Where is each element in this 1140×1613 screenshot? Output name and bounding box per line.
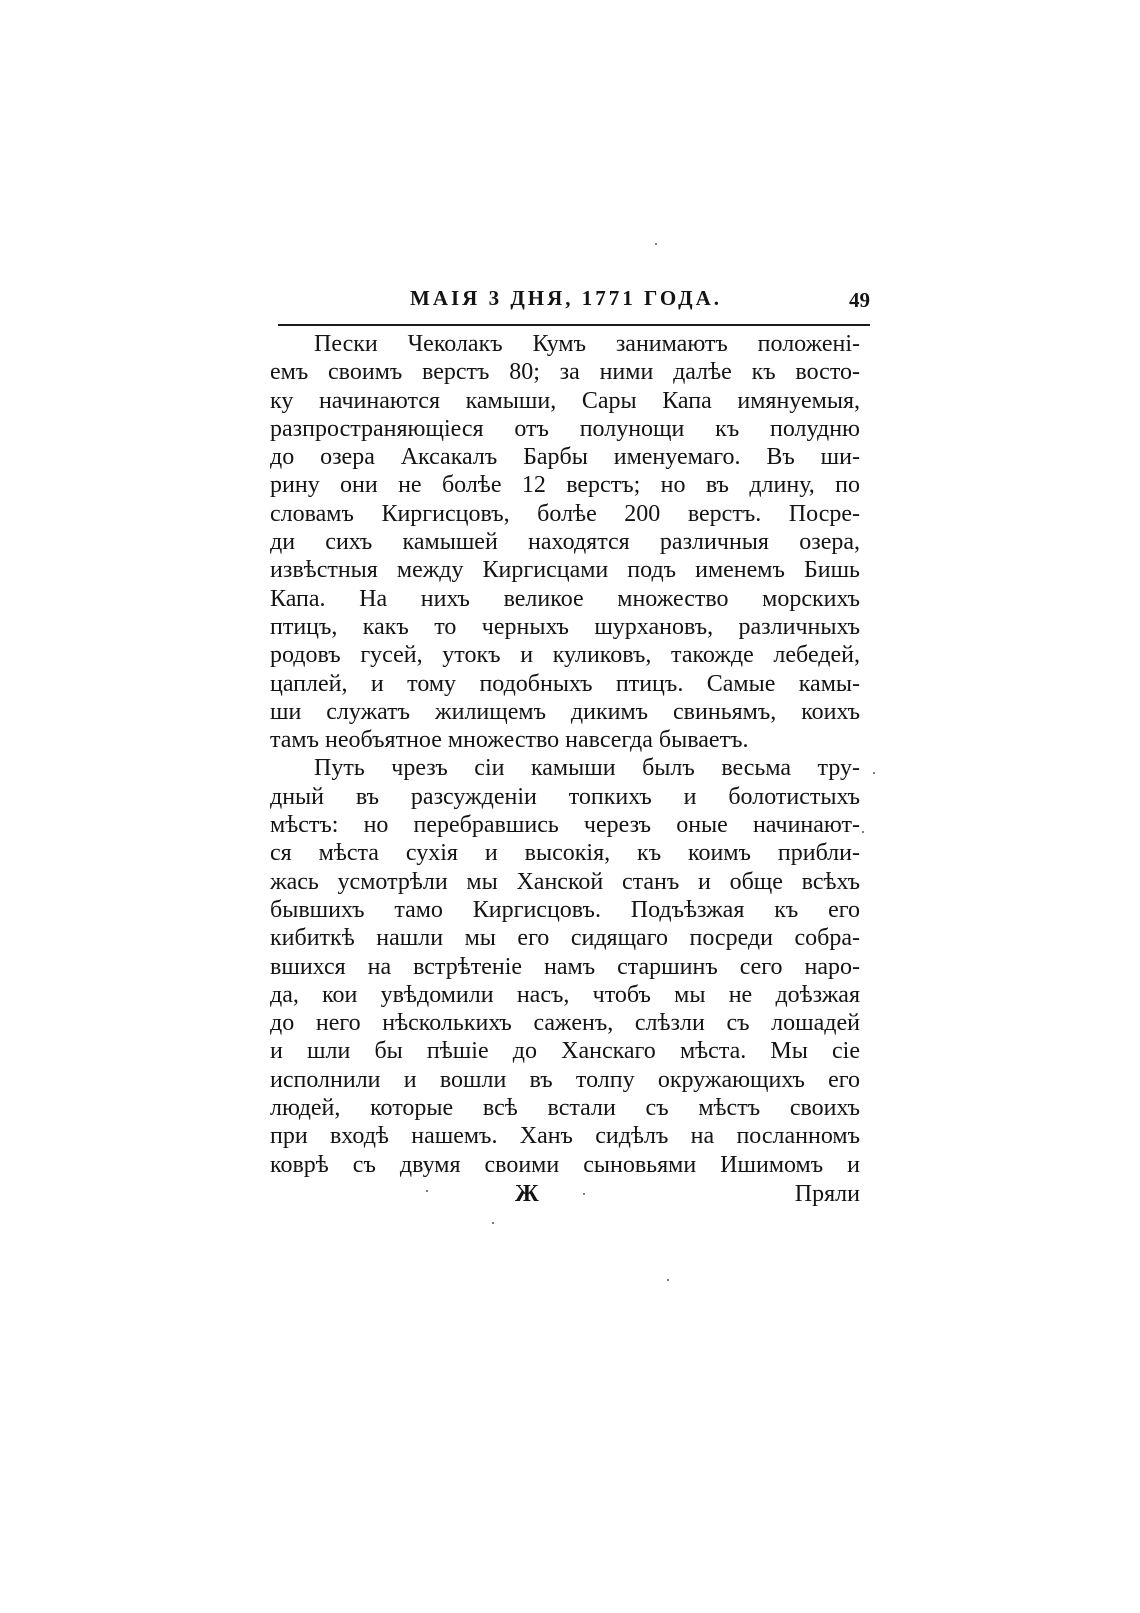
text-line: кибиткѣ нашли мы его сидящаго посреди собра-	[270, 925, 860, 952]
running-head: МАІЯ 3 ДНЯ, 1771 ГОДА.	[410, 286, 723, 310]
text-line: до озера Аксакалъ Барбы именуемаго. Въ ши-	[270, 444, 860, 471]
signature-mark: Ж	[515, 1181, 539, 1207]
text-line: Путь чрезъ сіи камыши былъ весьма тру-	[314, 755, 860, 782]
text-line: при входѣ нашемъ. Ханъ сидѣлъ на посланномъ	[270, 1123, 860, 1150]
text-line: ши служатъ жилищемъ дикимъ свиньямъ, коихъ	[270, 698, 860, 725]
text-line: людей, которые всѣ встали съ мѣстъ своихъ	[270, 1095, 860, 1122]
text-line: Пески Чеколакъ Кумъ занимаютъ положені-	[314, 331, 860, 357]
text-line: да, кои увѣдомили насъ, чтобъ мы не доѣзжая	[270, 981, 860, 1008]
text-line: до него нѣсколькихъ саженъ, слѣзли съ лошадей	[270, 1010, 860, 1037]
catchword: Пряли	[794, 1181, 860, 1207]
text-line: тамъ необъятное множество навсегда бываетъ.	[270, 727, 749, 754]
text-line: дный въ разсужденіи топкихъ и болотистыхъ	[270, 783, 860, 810]
text-line: емъ своимъ верстъ 80; за ними далѣе къ восто-	[270, 359, 860, 386]
text-line: ку начинаются камыши, Сары Капа имянуемыя,	[270, 387, 860, 414]
text-line: разпространяющіеся отъ полунощи къ полудню	[270, 415, 860, 442]
text-line: Капа. На нихъ великое множество морскихъ	[270, 585, 860, 612]
scan-speck	[862, 831, 864, 833]
text-line: ся мѣста сухія и высокія, къ коимъ прибли-	[270, 840, 860, 867]
scan-speck	[873, 772, 875, 774]
text-line: и шли бы пѣшіе до Ханскаго мѣста. Мы сіе	[270, 1038, 860, 1065]
scan-speck	[667, 1279, 669, 1281]
page-header	[278, 286, 878, 322]
paragraph-2	[270, 754, 860, 1178]
scan-speck	[583, 1193, 585, 1195]
text-line: цаплей, и тому подобныхъ птицъ. Самые камы-	[270, 670, 860, 697]
text-line: исполнили и вошли въ толпу окружающихъ его	[270, 1066, 860, 1093]
text-line: вшихся на встрѣтеніе намъ старшинъ сего наро-	[270, 953, 860, 980]
text-line: птицъ, какъ то черныхъ шурхановъ, различныхъ	[270, 613, 860, 640]
scan-speck	[655, 243, 657, 245]
body-text	[270, 330, 860, 1179]
text-line: родовъ гусей, утокъ и куликовъ, такожде лебедей,	[270, 642, 860, 669]
text-line: рину они не болѣе 12 верстъ; но въ длину, по	[270, 472, 860, 499]
text-line: бывшихъ тамо Киргисцовъ. Подъѣзжая къ его	[270, 896, 860, 923]
text-line: словамъ Киргисцовъ, болѣе 200 верстъ. Посре-	[270, 500, 860, 527]
text-line: извѣстныя между Киргисцами подъ именемъ Бишь	[270, 557, 860, 584]
text-line: жась усмотрѣли мы Ханской станъ и обще всѣхъ	[270, 868, 860, 895]
scan-speck	[492, 1222, 494, 1224]
page-number: 49	[849, 288, 870, 312]
text-line: коврѣ съ двумя своими сыновьями Ишимомъ и	[270, 1151, 860, 1178]
text-line: ди сихъ камышей находятся различныя озера,	[270, 529, 860, 556]
text-line: мѣстъ: но перебравшись черезъ оные начинают-	[270, 812, 860, 839]
paragraph-1	[270, 330, 860, 754]
scan-speck	[426, 1190, 428, 1192]
header-rule	[278, 324, 870, 326]
page-footer	[270, 1181, 860, 1213]
